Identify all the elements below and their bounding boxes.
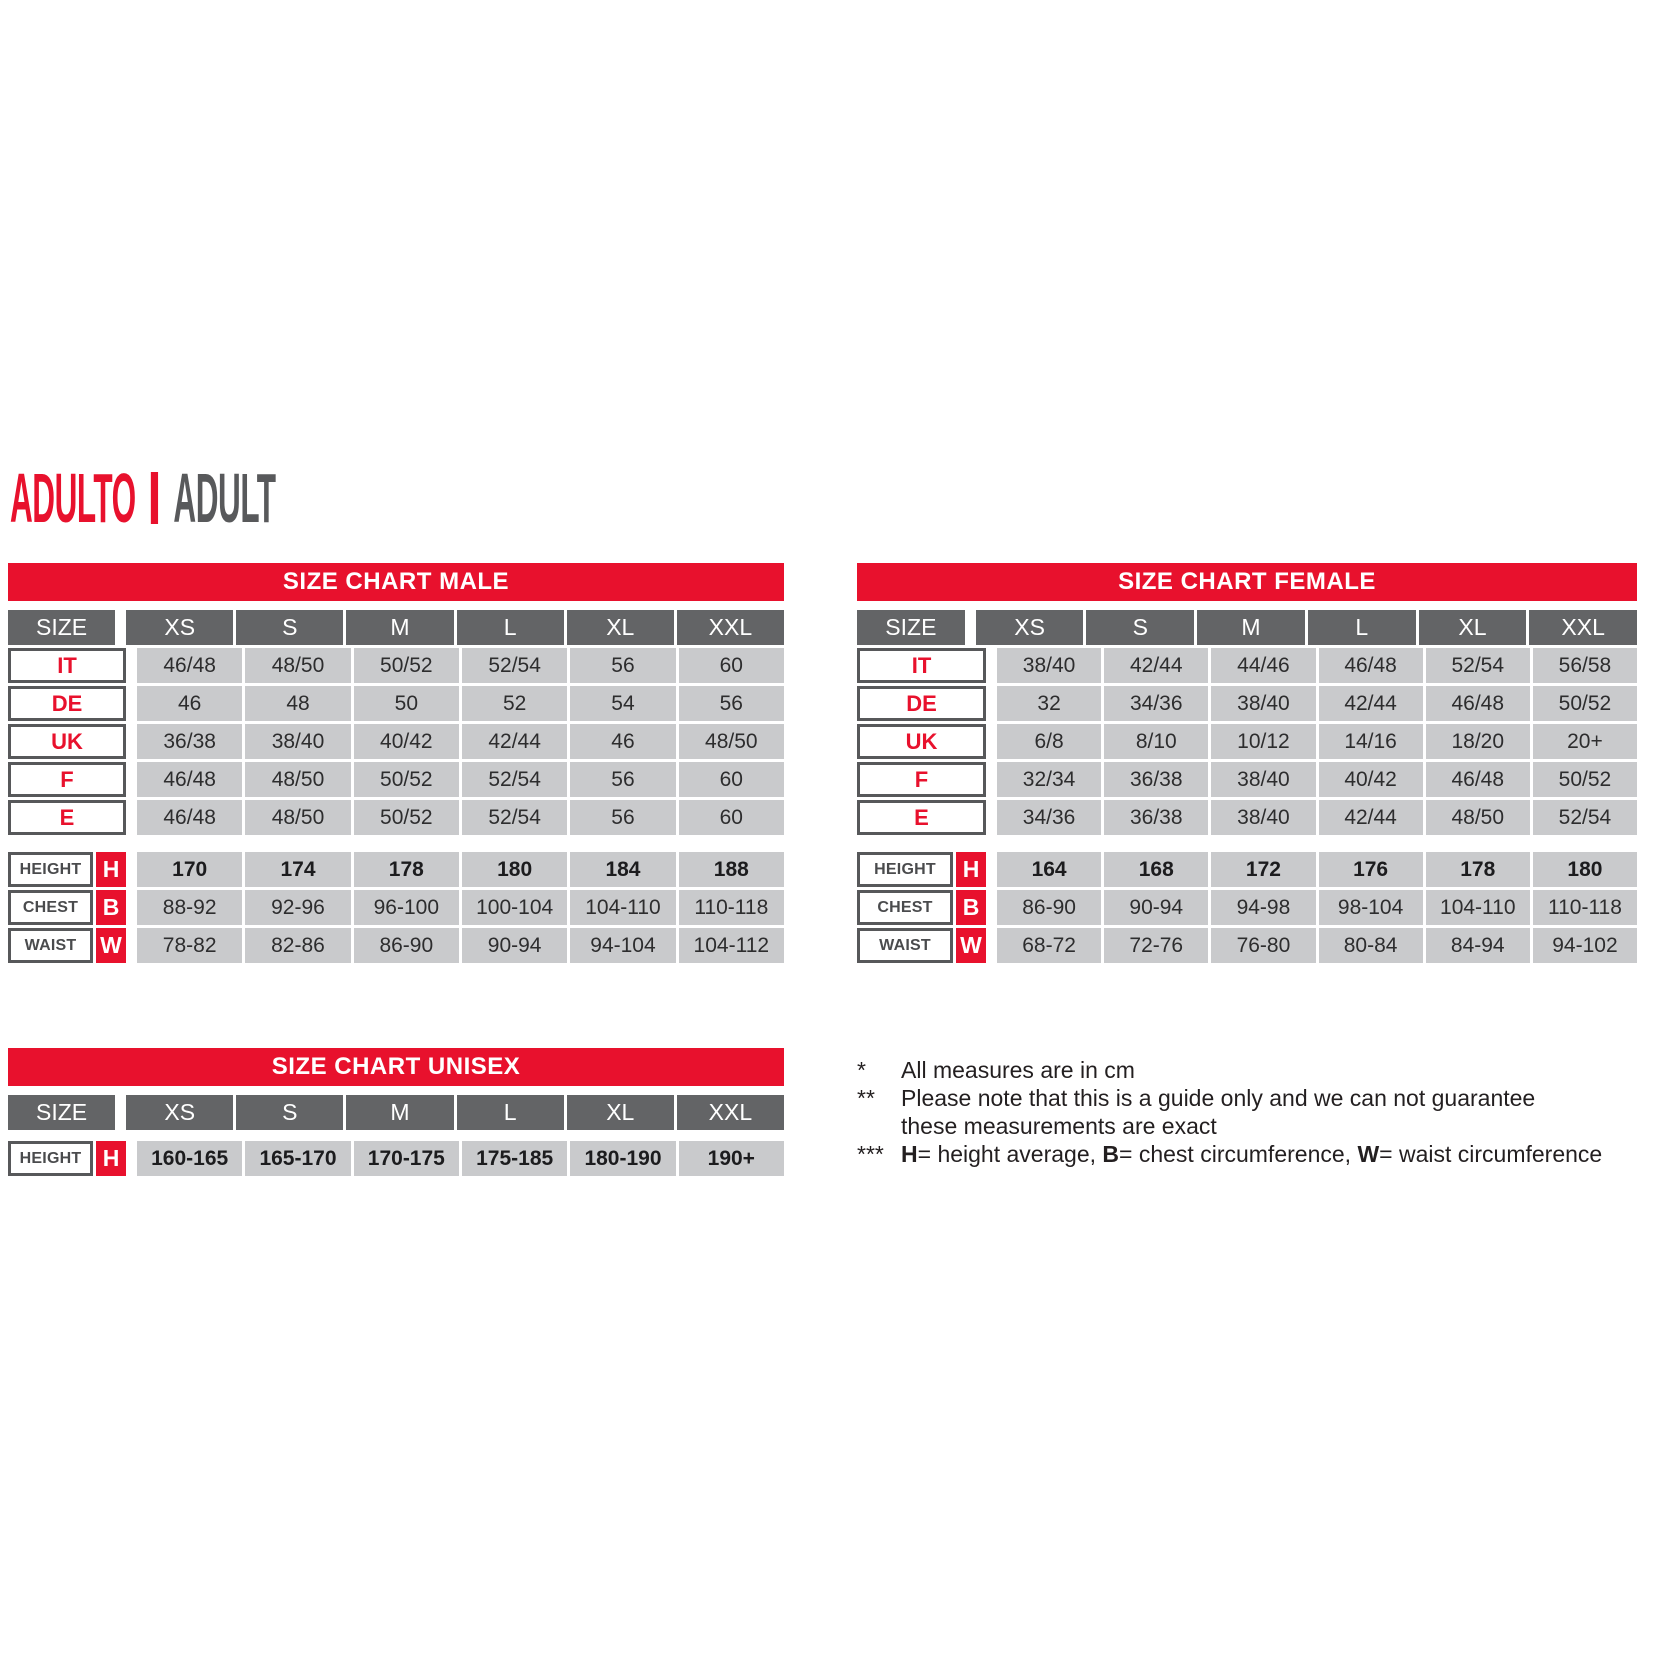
measure-cell: 172 bbox=[1211, 852, 1315, 887]
row-f bbox=[857, 762, 1637, 797]
row-de bbox=[857, 686, 1637, 721]
measure-label-pair bbox=[8, 1141, 126, 1176]
measure-letter-box: H bbox=[96, 852, 126, 887]
size-cell: 46/48 bbox=[1426, 762, 1530, 797]
measure-cell: 168 bbox=[1104, 852, 1208, 887]
size-column-header: SIZE bbox=[8, 610, 115, 645]
size-cell: 48/50 bbox=[245, 648, 350, 683]
measure-label: HEIGHT bbox=[8, 1141, 93, 1176]
size-chart-unisex bbox=[8, 1048, 784, 1179]
row-it bbox=[8, 648, 784, 683]
footnote-text bbox=[901, 1056, 1654, 1084]
measure-cell: 90-94 bbox=[1104, 890, 1208, 925]
size-cell: 50/52 bbox=[354, 648, 459, 683]
size-column-header: SIZE bbox=[8, 1095, 115, 1130]
footnote-segment: All measures are in cm bbox=[901, 1057, 1135, 1083]
row-it bbox=[857, 648, 1637, 683]
measure-letter-box: B bbox=[956, 890, 986, 925]
measure-cell: 76-80 bbox=[1211, 928, 1315, 963]
row-e bbox=[857, 800, 1637, 835]
row-f bbox=[8, 762, 784, 797]
column-header-l: L bbox=[457, 610, 564, 645]
row-chest bbox=[857, 890, 1637, 925]
size-cell: 36/38 bbox=[1104, 800, 1208, 835]
measure-cell: 94-98 bbox=[1211, 890, 1315, 925]
size-cell: 52 bbox=[462, 686, 567, 721]
measure-cell: 190+ bbox=[679, 1141, 784, 1176]
row-label: IT bbox=[8, 648, 126, 683]
size-cell: 48 bbox=[245, 686, 350, 721]
measure-cell: 180 bbox=[462, 852, 567, 887]
measure-label-pair bbox=[857, 852, 986, 887]
measure-cell: 104-110 bbox=[1426, 890, 1530, 925]
measure-cell: 160-165 bbox=[137, 1141, 242, 1176]
row-uk bbox=[857, 724, 1637, 759]
size-cell: 42/44 bbox=[1319, 686, 1423, 721]
size-cell: 34/36 bbox=[997, 800, 1101, 835]
column-header-s: S bbox=[236, 610, 343, 645]
footnote-text bbox=[901, 1140, 1654, 1168]
size-chart-female bbox=[857, 563, 1637, 966]
row-group-gap bbox=[8, 1133, 784, 1141]
measure-cell: 68-72 bbox=[997, 928, 1101, 963]
measure-cell: 96-100 bbox=[354, 890, 459, 925]
footnote-marker: ** bbox=[857, 1085, 875, 1111]
measure-cell: 170 bbox=[137, 852, 242, 887]
measure-label: HEIGHT bbox=[857, 852, 953, 887]
size-cell: 46/48 bbox=[137, 648, 242, 683]
measure-cell: 180 bbox=[1533, 852, 1637, 887]
size-cell: 56/58 bbox=[1533, 648, 1637, 683]
row-label: E bbox=[857, 800, 986, 835]
measure-letter-box: W bbox=[956, 928, 986, 963]
size-cell: 42/44 bbox=[462, 724, 567, 759]
measure-cell: 165-170 bbox=[245, 1141, 350, 1176]
footnote-segment: B bbox=[1102, 1141, 1120, 1167]
measure-label: CHEST bbox=[857, 890, 953, 925]
measure-cell: 110-118 bbox=[1533, 890, 1637, 925]
measure-cell: 188 bbox=[679, 852, 784, 887]
measure-cell: 90-94 bbox=[462, 928, 567, 963]
footnote-segment: = height average, bbox=[917, 1141, 1103, 1167]
measure-label-pair bbox=[8, 928, 126, 963]
size-cell: 48/50 bbox=[245, 800, 350, 835]
size-cell: 56 bbox=[570, 800, 675, 835]
size-cell: 38/40 bbox=[245, 724, 350, 759]
size-cell: 52/54 bbox=[462, 800, 567, 835]
size-cell: 56 bbox=[570, 762, 675, 797]
size-cell: 46 bbox=[570, 724, 675, 759]
size-cell: 20+ bbox=[1533, 724, 1637, 759]
measure-cell: 82-86 bbox=[245, 928, 350, 963]
column-header-xxl: XXL bbox=[677, 610, 784, 645]
column-header-m: M bbox=[1197, 610, 1305, 645]
size-cell: 48/50 bbox=[679, 724, 784, 759]
footnote-marker: *** bbox=[857, 1141, 884, 1167]
measure-cell: 86-90 bbox=[997, 890, 1101, 925]
size-cell: 46/48 bbox=[1426, 686, 1530, 721]
size-cell: 52/54 bbox=[1533, 800, 1637, 835]
size-cell: 38/40 bbox=[997, 648, 1101, 683]
measure-cell: 175-185 bbox=[462, 1141, 567, 1176]
measure-label-pair bbox=[857, 928, 986, 963]
footnote-segment: these measurements are exact bbox=[901, 1113, 1217, 1139]
measure-label: WAIST bbox=[857, 928, 953, 963]
measure-cell: 110-118 bbox=[679, 890, 784, 925]
size-cell: 34/36 bbox=[1104, 686, 1208, 721]
measure-cell: 84-94 bbox=[1426, 928, 1530, 963]
footnote-marker bbox=[857, 1112, 901, 1140]
size-cell: 38/40 bbox=[1211, 800, 1315, 835]
column-header-xs: XS bbox=[976, 610, 1084, 645]
measure-label-pair bbox=[8, 852, 126, 887]
size-cell: 10/12 bbox=[1211, 724, 1315, 759]
measure-cell: 98-104 bbox=[1319, 890, 1423, 925]
size-table-female bbox=[857, 610, 1637, 963]
measure-cell: 178 bbox=[354, 852, 459, 887]
measure-letter-box: H bbox=[96, 1141, 126, 1176]
size-cell: 18/20 bbox=[1426, 724, 1530, 759]
size-header-row bbox=[8, 610, 784, 645]
size-cell: 38/40 bbox=[1211, 762, 1315, 797]
measure-cell: 164 bbox=[997, 852, 1101, 887]
measure-cell: 78-82 bbox=[137, 928, 242, 963]
size-cell: 60 bbox=[679, 762, 784, 797]
footnote-text bbox=[901, 1084, 1654, 1112]
footnote-segment: W bbox=[1357, 1141, 1380, 1167]
size-column-header: SIZE bbox=[857, 610, 965, 645]
title-divider bbox=[151, 472, 158, 524]
measure-cell: 86-90 bbox=[354, 928, 459, 963]
measure-cell: 180-190 bbox=[570, 1141, 675, 1176]
row-waist bbox=[8, 928, 784, 963]
row-group-gap bbox=[8, 838, 784, 852]
size-cell: 48/50 bbox=[245, 762, 350, 797]
size-cell: 46/48 bbox=[137, 762, 242, 797]
size-cell: 60 bbox=[679, 648, 784, 683]
size-cell: 52/54 bbox=[1426, 648, 1530, 683]
footnote-segment: = chest circumference, bbox=[1119, 1141, 1358, 1167]
size-cell: 56 bbox=[679, 686, 784, 721]
measure-cell: 174 bbox=[245, 852, 350, 887]
column-header-l: L bbox=[1308, 610, 1416, 645]
row-height bbox=[8, 1141, 784, 1176]
row-label: E bbox=[8, 800, 126, 835]
footnote-line bbox=[857, 1056, 1654, 1084]
size-table-male bbox=[8, 610, 784, 963]
column-header-xl: XL bbox=[567, 1095, 674, 1130]
size-cell: 44/46 bbox=[1211, 648, 1315, 683]
size-cell: 32 bbox=[997, 686, 1101, 721]
row-waist bbox=[857, 928, 1637, 963]
page-title-row bbox=[10, 456, 276, 540]
row-label: F bbox=[8, 762, 126, 797]
footnote-text bbox=[901, 1112, 1654, 1140]
measure-label: HEIGHT bbox=[8, 852, 93, 887]
size-cell: 32/34 bbox=[997, 762, 1101, 797]
row-label: UK bbox=[8, 724, 126, 759]
size-cell: 52/54 bbox=[462, 648, 567, 683]
chart-title-bar-unisex: SIZE CHART UNISEX bbox=[8, 1048, 784, 1086]
title-secondary: ADULT bbox=[173, 459, 276, 537]
size-cell: 14/16 bbox=[1319, 724, 1423, 759]
size-cell: 36/38 bbox=[137, 724, 242, 759]
measure-cell: 92-96 bbox=[245, 890, 350, 925]
column-header-l: L bbox=[457, 1095, 564, 1130]
size-cell: 46 bbox=[137, 686, 242, 721]
size-cell: 52/54 bbox=[462, 762, 567, 797]
size-cell: 40/42 bbox=[354, 724, 459, 759]
row-height bbox=[8, 852, 784, 887]
title-primary: ADULTO bbox=[10, 459, 136, 537]
size-cell: 36/38 bbox=[1104, 762, 1208, 797]
row-label: F bbox=[857, 762, 986, 797]
size-cell: 50/52 bbox=[1533, 686, 1637, 721]
size-table-unisex bbox=[8, 1095, 784, 1176]
measure-cell: 94-104 bbox=[570, 928, 675, 963]
measure-cell: 80-84 bbox=[1319, 928, 1423, 963]
row-uk bbox=[8, 724, 784, 759]
measure-cell: 178 bbox=[1426, 852, 1530, 887]
size-cell: 40/42 bbox=[1319, 762, 1423, 797]
column-header-xl: XL bbox=[567, 610, 674, 645]
column-header-xxl: XXL bbox=[1529, 610, 1637, 645]
size-cell: 50/52 bbox=[354, 762, 459, 797]
row-chest bbox=[8, 890, 784, 925]
row-label: UK bbox=[857, 724, 986, 759]
measure-label: WAIST bbox=[8, 928, 93, 963]
measure-label-pair bbox=[8, 890, 126, 925]
measure-cell: 100-104 bbox=[462, 890, 567, 925]
size-cell: 42/44 bbox=[1319, 800, 1423, 835]
size-cell: 46/48 bbox=[137, 800, 242, 835]
column-header-xs: XS bbox=[126, 610, 233, 645]
measure-label: CHEST bbox=[8, 890, 93, 925]
chart-title-bar-male: SIZE CHART MALE bbox=[8, 563, 784, 601]
size-cell: 48/50 bbox=[1426, 800, 1530, 835]
measure-letter-box: B bbox=[96, 890, 126, 925]
measure-cell: 94-102 bbox=[1533, 928, 1637, 963]
column-header-xl: XL bbox=[1419, 610, 1527, 645]
size-cell: 50/52 bbox=[1533, 762, 1637, 797]
column-header-s: S bbox=[1086, 610, 1194, 645]
row-height bbox=[857, 852, 1637, 887]
measure-cell: 72-76 bbox=[1104, 928, 1208, 963]
size-header-row bbox=[8, 1095, 784, 1130]
size-cell: 50/52 bbox=[354, 800, 459, 835]
size-cell: 54 bbox=[570, 686, 675, 721]
size-chart-male bbox=[8, 563, 784, 966]
measure-letter-box: H bbox=[956, 852, 986, 887]
size-cell: 50 bbox=[354, 686, 459, 721]
footnotes bbox=[857, 1056, 1654, 1168]
row-label: IT bbox=[857, 648, 986, 683]
column-header-m: M bbox=[346, 610, 453, 645]
measure-cell: 104-110 bbox=[570, 890, 675, 925]
measure-cell: 184 bbox=[570, 852, 675, 887]
measure-cell: 176 bbox=[1319, 852, 1423, 887]
footnote-line bbox=[857, 1112, 1654, 1140]
footnote-marker: * bbox=[857, 1057, 866, 1083]
size-cell: 42/44 bbox=[1104, 648, 1208, 683]
chart-title-bar-female: SIZE CHART FEMALE bbox=[857, 563, 1637, 601]
measure-cell: 104-112 bbox=[679, 928, 784, 963]
column-header-m: M bbox=[346, 1095, 453, 1130]
measure-label-pair bbox=[857, 890, 986, 925]
column-header-xxl: XXL bbox=[677, 1095, 784, 1130]
size-cell: 38/40 bbox=[1211, 686, 1315, 721]
column-header-xs: XS bbox=[126, 1095, 233, 1130]
size-cell: 56 bbox=[570, 648, 675, 683]
column-header-s: S bbox=[236, 1095, 343, 1130]
footnote-segment: H bbox=[901, 1141, 918, 1167]
size-cell: 8/10 bbox=[1104, 724, 1208, 759]
size-cell: 60 bbox=[679, 800, 784, 835]
page-title bbox=[10, 456, 600, 540]
footnote-segment: = waist circumference bbox=[1379, 1141, 1603, 1167]
row-label: DE bbox=[8, 686, 126, 721]
footnote-line bbox=[857, 1084, 1654, 1112]
row-e bbox=[8, 800, 784, 835]
footnote-line bbox=[857, 1140, 1654, 1168]
measure-cell: 170-175 bbox=[354, 1141, 459, 1176]
footnote-segment: Please note that this is a guide only and we can not guarantee bbox=[901, 1085, 1536, 1111]
measure-letter-box: W bbox=[96, 928, 126, 963]
measure-cell: 88-92 bbox=[137, 890, 242, 925]
size-cell: 46/48 bbox=[1319, 648, 1423, 683]
row-label: DE bbox=[857, 686, 986, 721]
row-de bbox=[8, 686, 784, 721]
size-cell: 6/8 bbox=[997, 724, 1101, 759]
size-header-row bbox=[857, 610, 1637, 645]
row-group-gap bbox=[857, 838, 1637, 852]
